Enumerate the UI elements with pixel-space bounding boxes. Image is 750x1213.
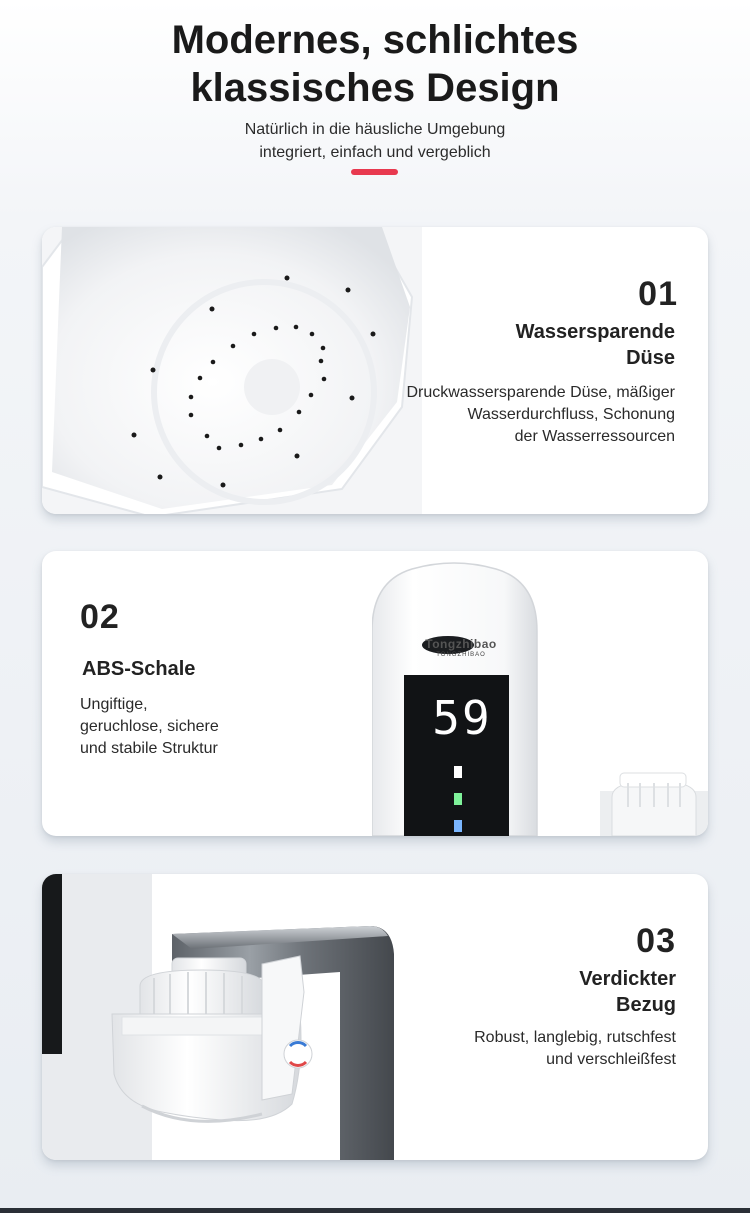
feature-description [80,694,219,760]
feature-description-line-1: Robust, langlebig, rutschfest [474,1029,676,1046]
feature-card-abs-shell [42,551,708,836]
feature-description-line-2: und verschleißfest [546,1051,676,1068]
bottom-border [0,1208,750,1213]
page-title-line-1: Modernes, schlichtes [171,18,579,62]
feature-heading-line-1: Wassersparende [515,321,675,343]
temperature-readout: 59 [432,691,492,745]
indicator-blue [454,820,462,832]
feature-heading-line-2: Bezug [616,994,676,1016]
feature-heading [82,656,195,682]
feature-heading-line-2: Düse [626,347,675,369]
feature-number: 02 [80,598,120,636]
feature-description-line-3: und stabile Struktur [80,740,218,757]
page-subtitle [0,118,750,164]
page-title-line-2: klassisches Design [190,66,560,110]
nozzle-image [42,227,422,514]
feature-heading-line-1: ABS-Schale [82,658,196,680]
feature-heading-line-1: Verdickter [579,968,676,990]
indicator-green [454,793,462,805]
faucet-connector-image [42,874,442,1160]
brand-subname: TONGZHIBAO [436,652,486,658]
feature-description-line-1: Ungiftige, [80,696,148,713]
feature-number: 01 [638,275,678,313]
feature-description-line-2: Wasserdurchfluss, Schonung [467,406,675,423]
feature-heading [579,966,676,1018]
page-subtitle-line-2: integriert, einfach und vergeblich [259,144,491,161]
heater-image [372,551,708,836]
feature-number: 03 [636,922,676,960]
feature-description [406,382,675,448]
feature-description-line-1: Druckwassersparende Düse, mäßiger [406,384,675,401]
feature-card-thick-coating [42,874,708,1160]
feature-card-nozzle [42,227,708,514]
page-title [0,16,750,112]
page-subtitle-line-1: Natürlich in die häusliche Umgebung [244,121,506,138]
brand-logo [422,637,500,658]
feature-description [474,1027,676,1071]
feature-description-line-3: der Wasserressourcen [514,428,675,445]
brand-name: Tongzhibao [425,637,497,651]
feature-description-line-2: geruchlose, sichere [80,718,219,735]
feature-heading [516,319,675,371]
indicator-white [454,766,462,778]
accent-divider [351,169,398,175]
